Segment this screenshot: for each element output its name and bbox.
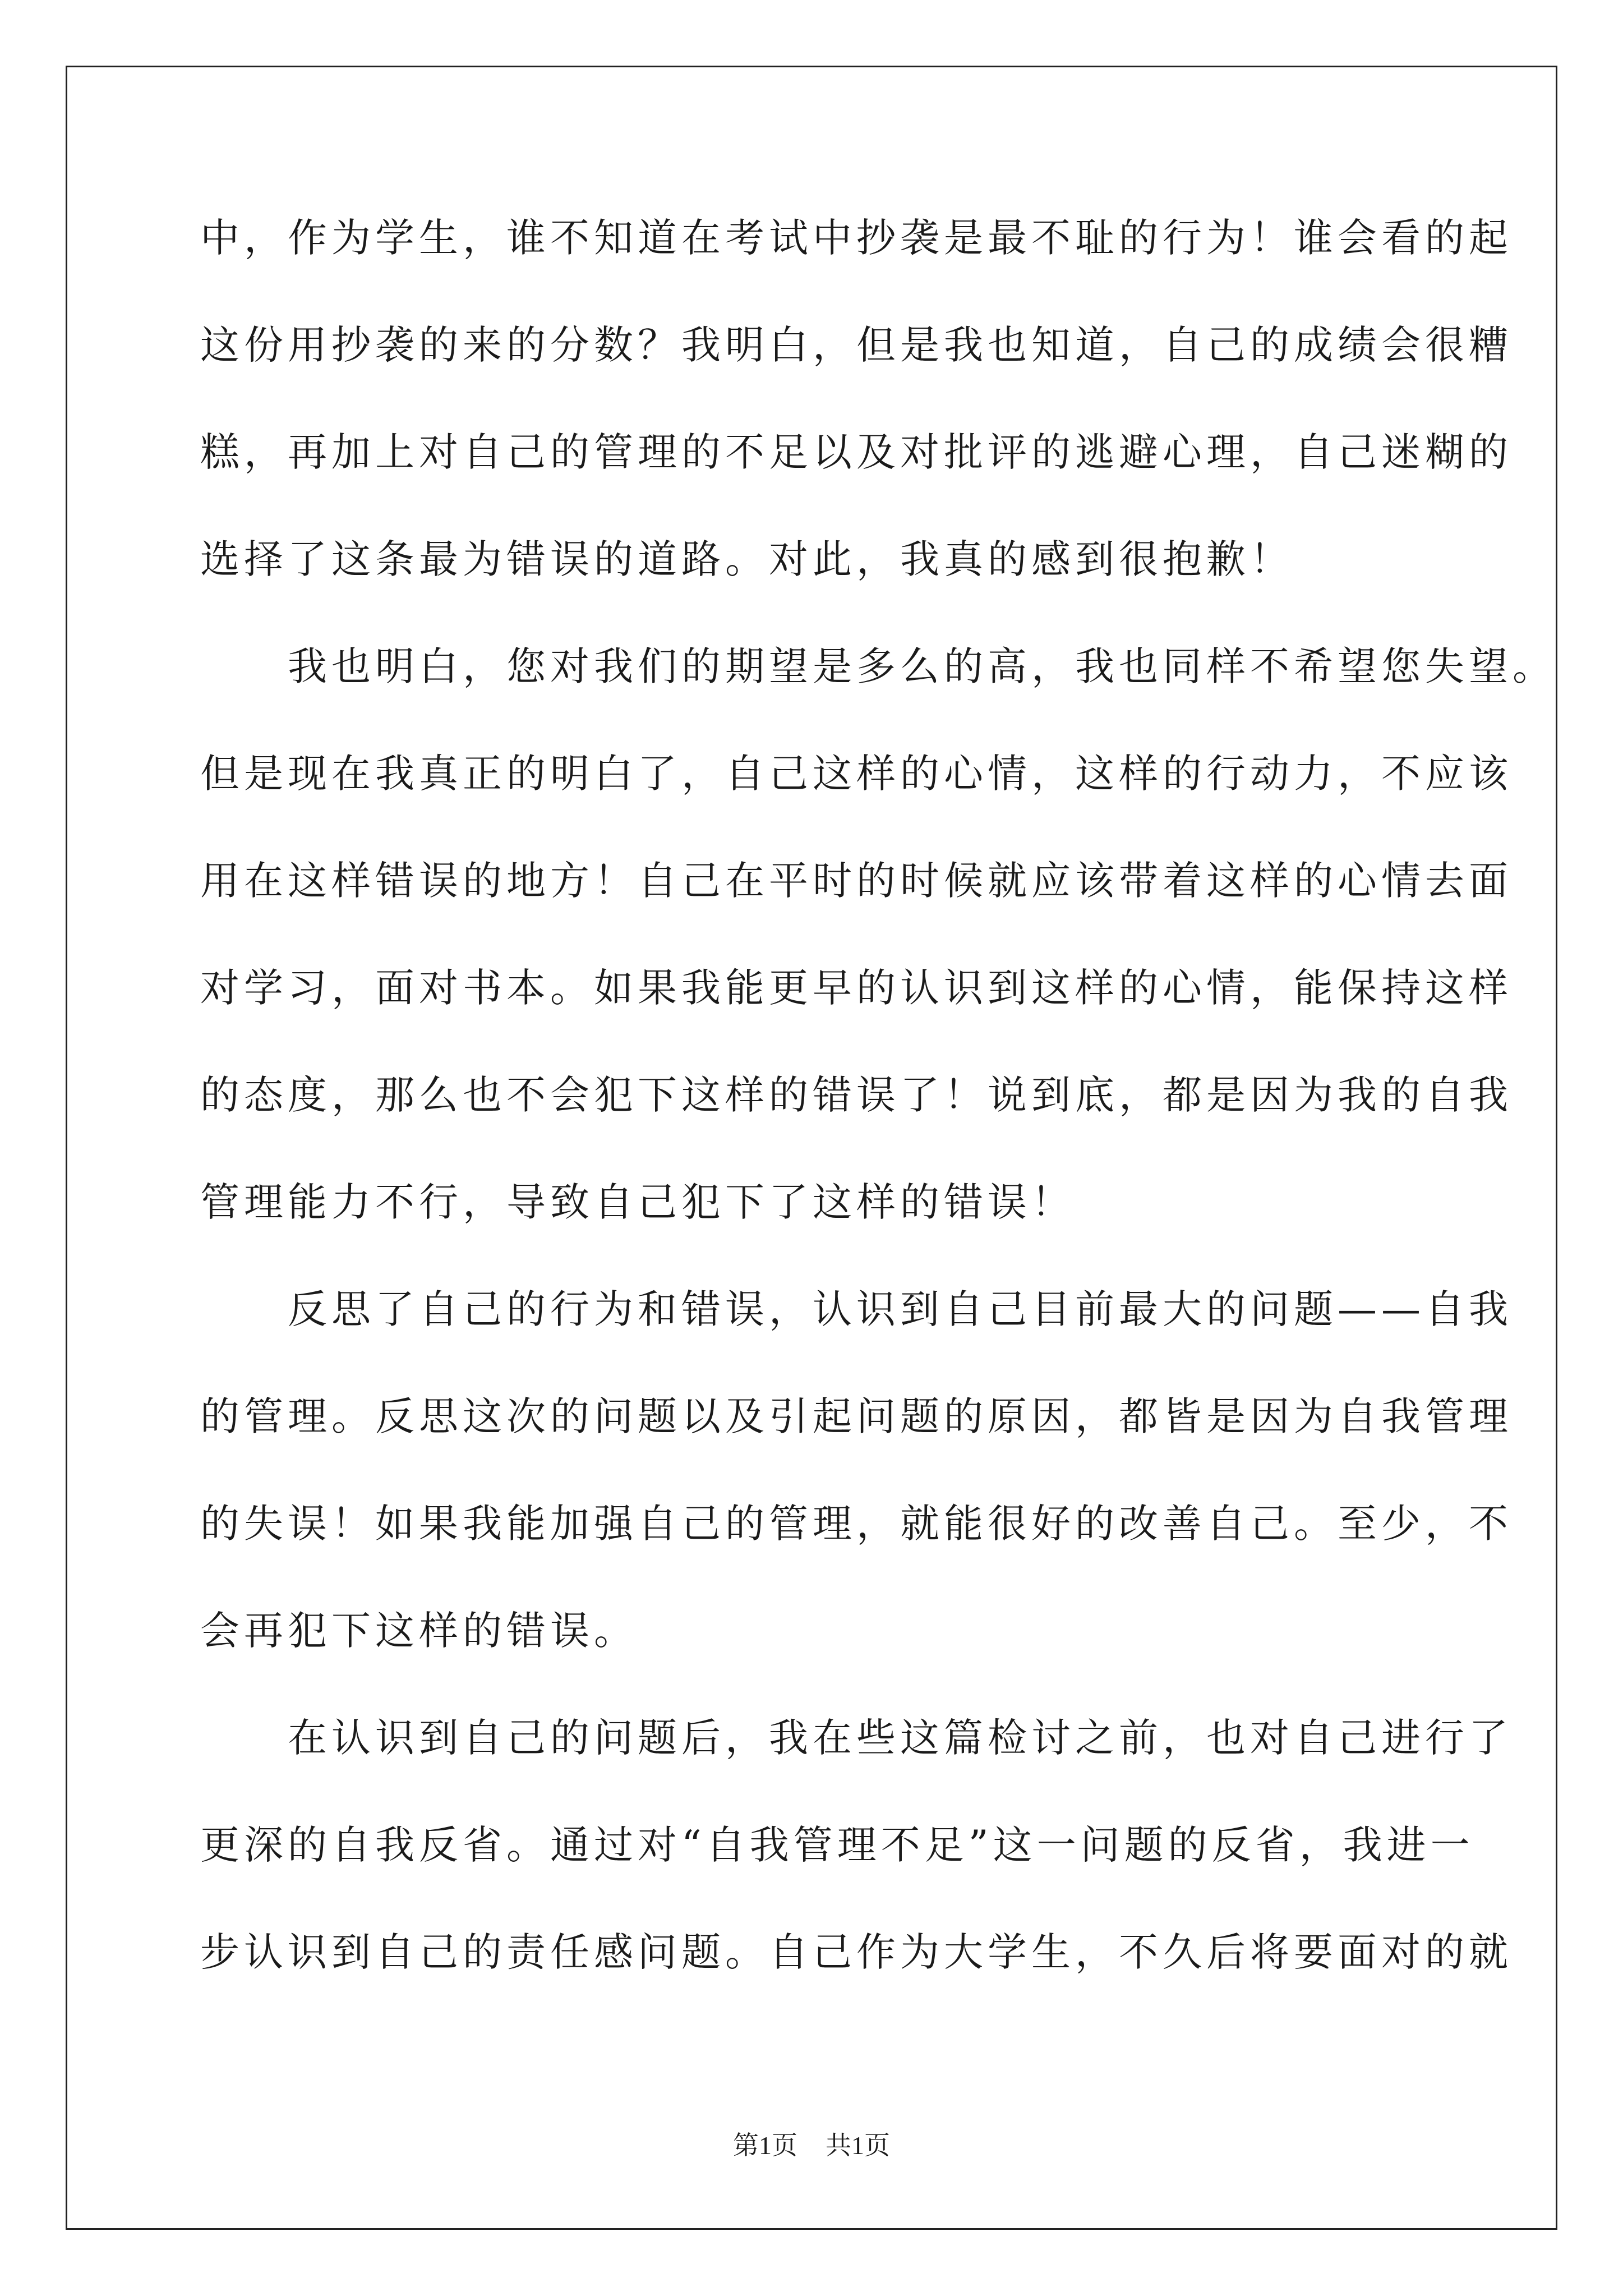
text-line: 这份用抄袭的来的分数？我明白，但是我也知道，自己的成绩会很糟 [200,322,1513,368]
text-line: 选择了这条最为错误的道路。对此，我真的感到很抱歉！ [200,536,1294,582]
text-line: 的态度，那么也不会犯下这样的错误了！说到底，都是因为我的自我 [200,1072,1513,1118]
text-line: 的失误！如果我能加强自己的管理，就能很好的改善自己。至少，不 [200,1501,1513,1547]
text-line: 管理能力不行，导致自己犯下了这样的错误！ [200,1179,1075,1225]
document-body [200,209,1556,2030]
text-line: 更深的自我反省。通过对“自我管理不足”这一问题的反省，我进一 [200,1822,1474,1868]
text-line: 但是现在我真正的明白了，自己这样的心情，这样的行动力，不应该 [200,751,1513,797]
text-line: 步认识到自己的责任感问题。自己作为大学生，不久后将要面对的就 [200,1929,1513,1975]
page-footer [0,2125,1623,2162]
text-line: 中，作为学生，谁不知道在考试中抄袭是最不耻的行为！谁会看的起 [200,215,1513,261]
page-number-current: 第1页 [733,2131,797,2160]
text-line: 反思了自己的行为和错误，认识到自己目前最大的问题——自我 [200,1286,1513,1332]
text-line: 用在这样错误的地方！自己在平时的时候就应该带着这样的心情去面 [200,858,1513,904]
text-line: 对学习，面对书本。如果我能更早的认识到这样的心情，能保持这样 [200,965,1513,1011]
page-number-total: 共1页 [826,2131,890,2160]
text-line: 我也明白，您对我们的期望是多么的高，我也同样不希望您失望。 [200,643,1556,689]
text-line: 糕，再加上对自己的管理的不足以及对批评的逃避心理，自己迷糊的 [200,429,1513,475]
text-line: 会再犯下这样的错误。 [200,1608,638,1654]
text-line: 在认识到自己的问题后，我在些这篇检讨之前，也对自己进行了 [200,1715,1513,1761]
text-line: 的管理。反思这次的问题以及引起问题的原因，都皆是因为自我管理 [200,1393,1513,1439]
